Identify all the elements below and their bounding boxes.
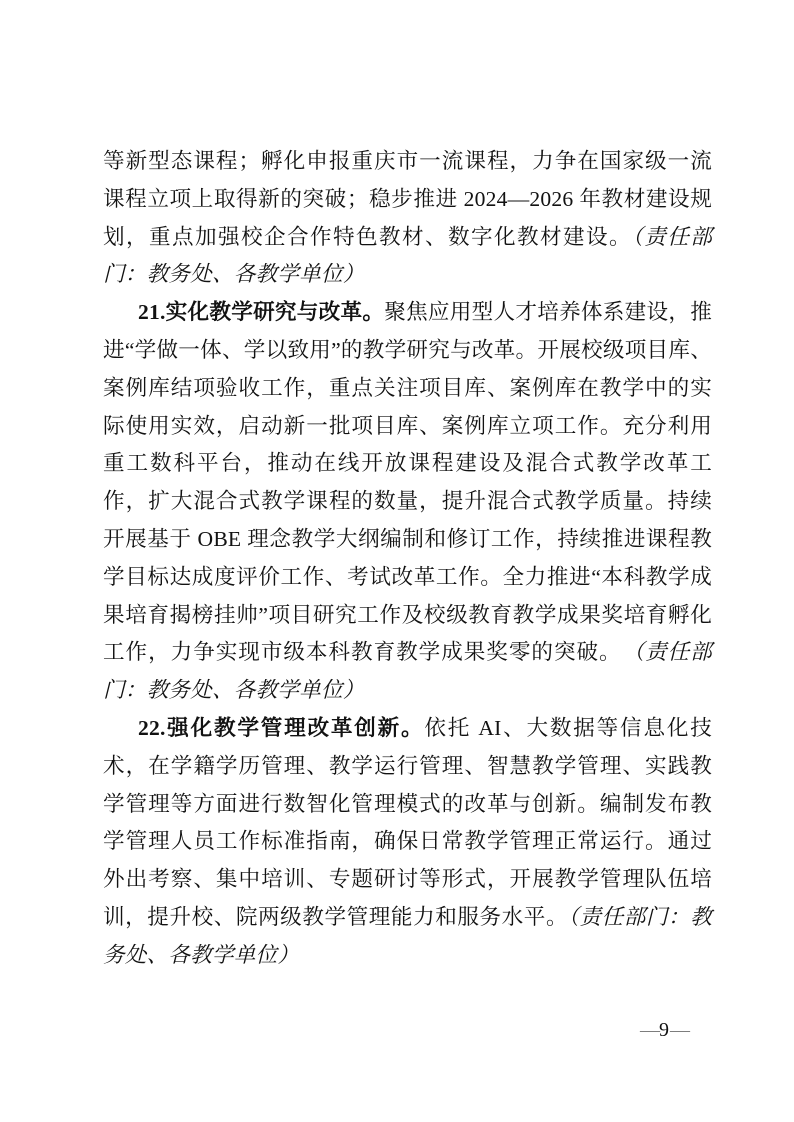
text-segment-bold: 21.实化教学研究与改革。 xyxy=(138,300,385,325)
text-segment-bold: 22.强化教学管理改革创新。 xyxy=(138,715,425,740)
text-segment-kaiti: （责任部门：教务处、各教学单位） xyxy=(103,224,712,287)
paragraph xyxy=(103,294,712,710)
document-body xyxy=(103,143,712,975)
paragraph xyxy=(103,710,712,975)
page-number-dash-left: — xyxy=(640,1019,658,1041)
text-segment-normal: 聚焦应用型人才培养体系建设，推进“学做一体、学以致用”的教学研究与改革。开展校级项目库、案例库结项验收工作，重点关注项目库、案例库在教学中的实际使用实效，启动新一批项目库、案例库立项工作。充分利用重工数科平台，推动在线开放课程建设及混合式教学改革工作，扩大混合式教学课程的数量，提升混合式教学质量。持续开展基于 OBE 理念教学大纲编制和修订工作，持续推进课程教学目标达成度评价工作、考试改革工作。全力推进“本科教学成果培育揭榜挂帅”项目研究工作及校级教育教学成果奖培育孵化工作，力争实现市级本科教育教学成果奖零的突破。 xyxy=(103,300,712,665)
text-segment-kaiti: （责任部门：教务处、各教学单位） xyxy=(103,640,712,703)
paragraph xyxy=(103,143,712,294)
page-number-dash-right: — xyxy=(670,1019,688,1041)
text-segment-kaiti: （责任部门：教务处、各教学单位） xyxy=(103,904,712,967)
text-segment-normal: 等新型态课程；孵化申报重庆市一流课程，力争在国家级一流课程立项上取得新的突破；稳步推进 2024—2026 年教材建设规划，重点加强校企合作特色教材、数字化教材建设。 xyxy=(103,149,712,249)
text-segment-normal: 依托 AI、大数据等信息化技术，在学籍学历管理、教学运行管理、智慧教学管理、实践教学管理等方面进行数智化管理模式的改革与创新。编制发布教学管理人员工作标准指南，确保日常教学管理正常运行。通过外出考察、集中培训、专题研讨等形式，开展教学管理队伍培训，提升校、院两级教学管理能力和服务水平。 xyxy=(103,715,712,929)
page-number xyxy=(640,1018,688,1042)
page-number-value: 9 xyxy=(659,1019,669,1041)
